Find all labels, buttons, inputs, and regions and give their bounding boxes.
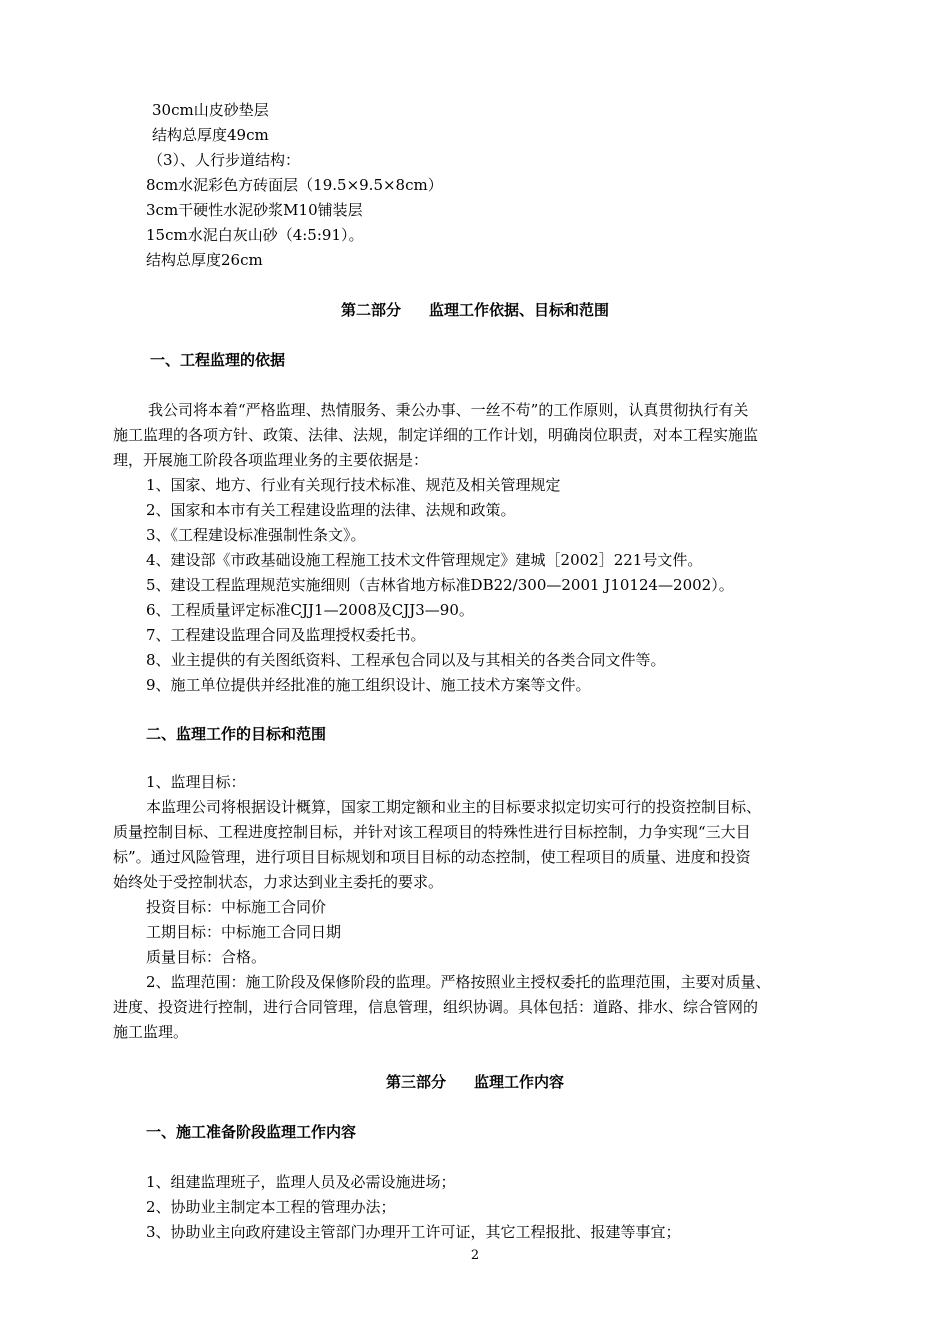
structure-line: 15cm水泥白灰山砂（4:5:91）。 (146, 226, 364, 244)
list-item: 2、协助业主制定本工程的管理办法； (146, 1198, 396, 1216)
structure-line: 8cm水泥彩色方砖面层（19.5×9.5×8cm） (146, 176, 443, 194)
part-title-text: 监理工作内容 (474, 1073, 565, 1091)
list-item: 1、国家、地方、行业有关现行技术标准、规范及相关管理规定 (146, 476, 561, 494)
paragraph-line: 施工监理。 (113, 1023, 189, 1041)
section-heading: 一、工程监理的依据 (150, 351, 286, 369)
section-heading: 一、施工准备阶段监理工作内容 (146, 1123, 357, 1141)
target-item: 投资目标：中标施工合同价 (146, 898, 327, 916)
paragraph-line: 理，开展施工阶段各项监理业务的主要依据是： (113, 451, 429, 469)
target-item: 质量目标：合格。 (146, 948, 267, 966)
paragraph-line: 我公司将本着“严格监理、热情服务、秉公办事、一丝不苟”的工作原则，认真贯彻执行有关 (148, 401, 749, 419)
list-item: 3、协助业主向政府建设主管部门办理开工许可证，其它工程报批、报建等事宜； (146, 1223, 681, 1241)
paragraph-line: 始终处于受控制状态，力求达到业主委托的要求。 (113, 873, 444, 891)
structure-line: 3cm干硬性水泥砂浆M10铺装层 (146, 201, 363, 219)
paragraph-line: 施工监理的各项方针、政策、法律、法规，制定详细的工作计划，明确岗位职责，对本工程实施监 (113, 426, 759, 444)
list-item: 9、施工单位提供并经批准的施工组织设计、施工技术方案等文件。 (146, 676, 591, 694)
structure-line: （3）、人行步道结构： (148, 151, 301, 169)
paragraph-line: 进度、投资进行控制，进行合同管理，信息管理，组织协调。具体包括：道路、排水、综合管网的 (113, 998, 759, 1016)
list-item: 4、建设部《市政基础设施工程施工技术文件管理规定》建城［2002］221号文件。 (146, 551, 703, 569)
part-title-number: 第三部分 (385, 1073, 446, 1091)
list-item: 7、工程建设监理合同及监理授权委托书。 (146, 626, 426, 644)
paragraph-line: 本监理公司将根据设计概算，国家工期定额和业主的目标要求拟定切实可行的投资控制目标、 (146, 798, 762, 816)
list-item: 3、《工程建设标准强制性条文》。 (146, 526, 366, 544)
structure-line: 30cm山皮砂垫层 (152, 101, 269, 119)
goal-label: 1、监理目标： (146, 773, 246, 791)
list-item: 6、工程质量评定标准CJJ1—2008及CJJ3—90。 (146, 601, 474, 619)
paragraph-line: 质量控制目标、工程进度控制目标，并针对该工程项目的特殊性进行目标控制，力争实现“三大目 (113, 823, 751, 841)
paragraph-line: 标”。通过风险管理，进行项目目标规划和项目目标的动态控制，使工程项目的质量、进度和投资 (113, 848, 751, 866)
target-item: 工期目标：中标施工合同日期 (146, 923, 342, 941)
part-title-text: 监理工作依据、目标和范围 (429, 301, 610, 319)
list-item: 1、组建监理班子，监理人员及必需设施进场； (146, 1173, 456, 1191)
section-heading: 二、监理工作的目标和范围 (146, 725, 327, 743)
part-title (0, 298, 950, 322)
page-number: 2 (470, 1248, 480, 1263)
list-item: 2、国家和本市有关工程建设监理的法律、法规和政策。 (146, 501, 516, 519)
part-title-number: 第二部分 (340, 301, 401, 319)
list-item: 8、业主提供的有关图纸资料、工程承包合同以及与其相关的各类合同文件等。 (146, 651, 666, 669)
paragraph-line: 2、监理范围：施工阶段及保修阶段的监理。严格按照业主授权委托的监理范围，主要对质量、 (146, 973, 771, 991)
structure-line: 结构总厚度49cm (152, 126, 269, 144)
structure-line: 结构总厚度26cm (146, 251, 263, 269)
list-item: 5、建设工程监理规范实施细则（吉林省地方标准DB22/300—2001 J10124—2002）。 (146, 576, 734, 594)
part-title (0, 1070, 950, 1094)
